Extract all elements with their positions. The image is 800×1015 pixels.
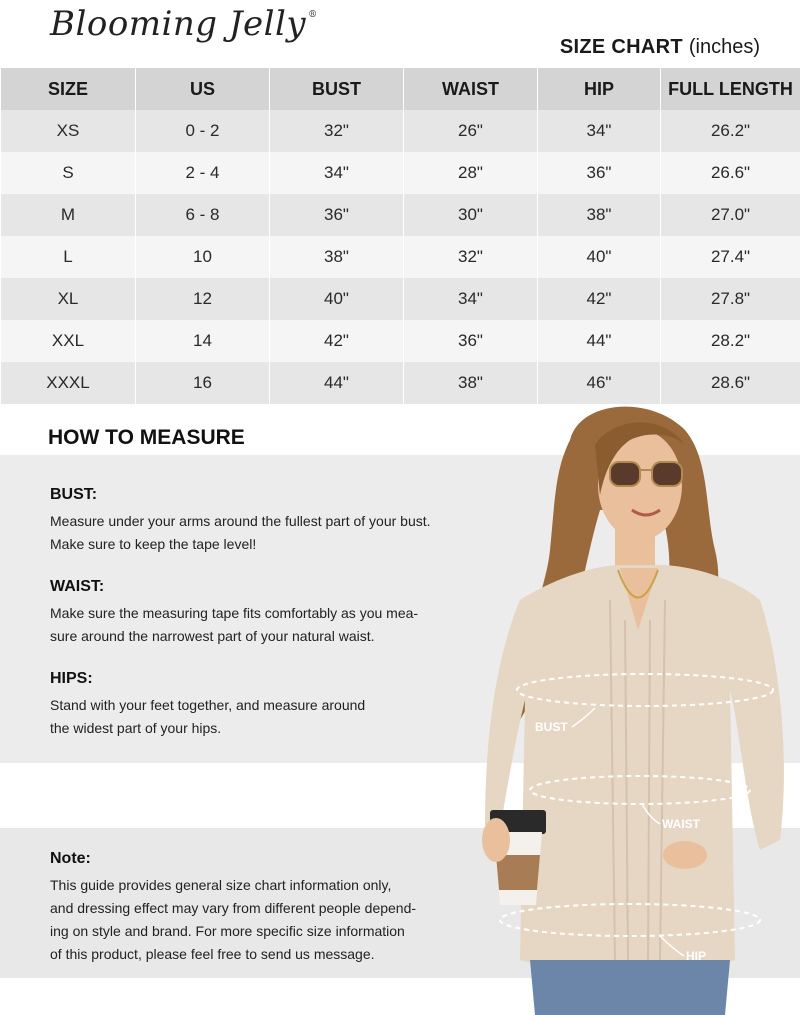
left-hand-shape [482,818,510,862]
table-row [1,110,800,152]
hip-label: HIP [686,949,707,963]
bust-line-2: Make sure to keep the tape level! [50,536,257,552]
waist-heading: WAIST: [50,578,105,595]
cell-bust: 34" [270,152,403,194]
header-full-length: FULL LENGTH [661,68,800,110]
cell-full-length: 27.4" [661,236,800,278]
cell-us: 16 [136,362,269,404]
header-hip: HIP [538,68,660,110]
cell-us: 6 - 8 [136,194,269,236]
cell-size: XL [1,278,135,320]
cell-full-length: 28.2" [661,320,800,362]
cell-size: L [1,236,135,278]
table-row [1,362,800,404]
header-us: US [136,68,269,110]
cell-hip: 46" [538,362,660,404]
cell-bust: 36" [270,194,403,236]
cell-us: 0 - 2 [136,110,269,152]
note-line-1: This guide provides general size chart information only, [50,877,392,893]
cell-waist: 32" [404,236,537,278]
cell-size: M [1,194,135,236]
cell-bust: 32" [270,110,403,152]
cell-full-length: 26.6" [661,152,800,194]
waist-instructions [50,578,470,648]
table-row [1,278,800,320]
header-size: SIZE [1,68,135,110]
cell-full-length: 27.8" [661,278,800,320]
brand-logo [50,4,318,48]
cell-waist: 38" [404,362,537,404]
cell-waist: 26" [404,110,537,152]
cell-us: 2 - 4 [136,152,269,194]
bust-heading: BUST: [50,486,98,503]
waist-line-1: Make sure the measuring tape fits comfortably as you mea- [50,605,419,621]
cell-size: XS [1,110,135,152]
cell-hip: 44" [538,320,660,362]
table-row [1,194,800,236]
cell-waist: 28" [404,152,537,194]
chart-unit: (inches) [688,36,760,58]
cell-bust: 38" [270,236,403,278]
cell-bust: 44" [270,362,403,404]
cell-size: XXL [1,320,135,362]
how-to-measure-title: HOW TO MEASURE [48,426,245,449]
cell-us: 14 [136,320,269,362]
header-waist: WAIST [404,68,537,110]
hips-instructions [50,670,470,740]
chart-title-text: SIZE CHART [559,36,683,58]
cell-full-length: 26.2" [661,110,800,152]
cell-hip: 34" [538,110,660,152]
table-row [1,236,800,278]
note-line-4: of this product, please feel free to send us message. [50,946,375,962]
cell-size: XXXL [1,362,135,404]
cell-waist: 30" [404,194,537,236]
cell-waist: 34" [404,278,537,320]
note-block [50,850,470,966]
bust-line-1: Measure under your arms around the fullest part of your bust. [50,513,431,529]
jeans-shape [530,960,730,1015]
cell-full-length: 28.6" [661,362,800,404]
cell-us: 12 [136,278,269,320]
waist-label: WAIST [662,817,700,831]
hand-shape [663,841,707,869]
bust-instructions [50,486,470,556]
size-table [0,68,800,404]
header-bust: BUST [270,68,403,110]
table-row [1,152,800,194]
table-row [1,320,800,362]
cell-hip: 40" [538,236,660,278]
cell-bust: 40" [270,278,403,320]
note-line-3: ing on style and brand. For more specific size information [50,923,405,939]
cell-size: S [1,152,135,194]
note-heading: Note: [50,850,91,867]
cell-full-length: 27.0" [661,194,800,236]
note-line-2: and dressing effect may vary from different people depend- [50,900,417,916]
brand-name: Blooming Jelly [50,4,307,44]
hips-line-2: the widest part of your hips. [50,720,222,736]
cell-us: 10 [136,236,269,278]
bust-label: BUST [535,720,568,734]
size-chart-title [560,36,760,59]
cell-hip: 36" [538,152,660,194]
hips-line-1: Stand with your feet together, and measure around [50,697,366,713]
cell-waist: 36" [404,320,537,362]
model-figure [460,400,800,1015]
hips-heading: HIPS: [50,670,93,687]
table-header-row [1,68,800,110]
cell-hip: 38" [538,194,660,236]
waist-line-2: sure around the narrowest part of your natural waist. [50,628,375,644]
registered-mark: ® [308,10,318,20]
cell-bust: 42" [270,320,403,362]
cell-hip: 42" [538,278,660,320]
